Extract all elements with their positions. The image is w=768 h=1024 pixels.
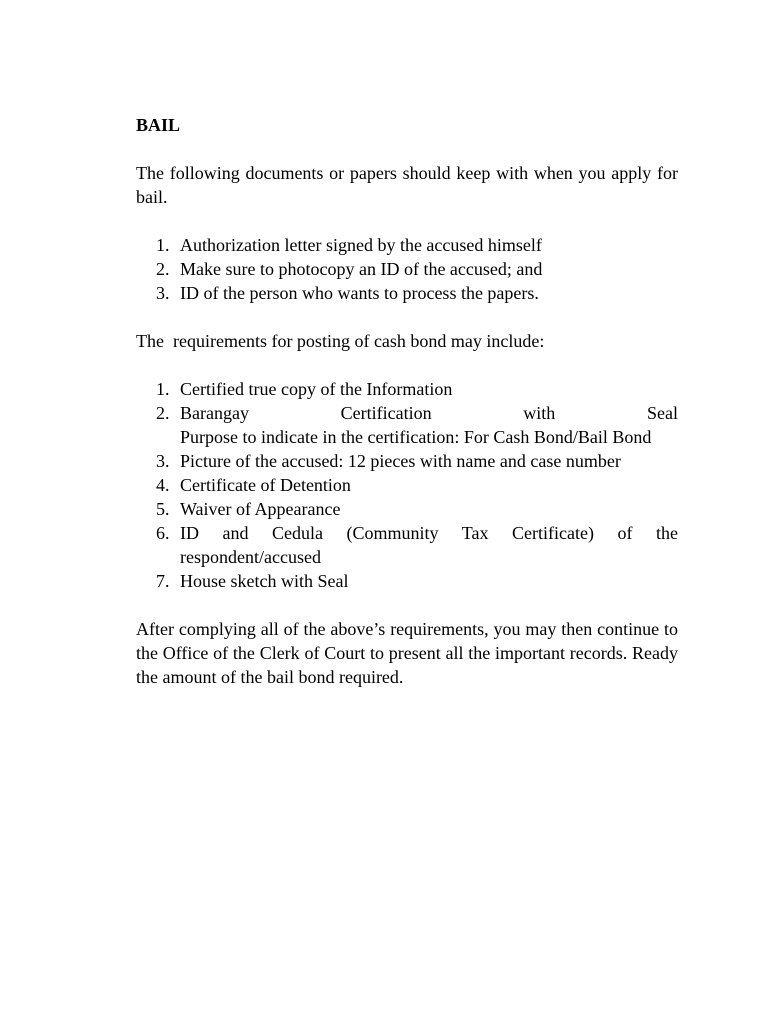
list-item-text: Waiver of Appearance [180,499,341,519]
list-item-number: 6. [156,523,170,543]
requirements-list [136,377,678,593]
list-item-text: House sketch with Seal [180,571,349,591]
list-item-number: 3. [156,283,170,303]
list-item-text-line2: Purpose to indicate in the certification: For Cash Bond/Bail Bond [180,427,652,447]
list-item-text: Picture of the accused: 12 pieces with name and case number [180,451,621,471]
list-item [136,401,678,449]
list-item-number: 1. [156,379,170,399]
list-item-number: 2. [156,259,170,279]
requirements-intro: The requirements for posting of cash bond may include: [136,331,545,351]
list-item [136,569,678,593]
list-item [136,257,678,281]
list-item [136,377,678,401]
document-body [136,113,678,689]
list-item [136,473,678,497]
list-item [136,233,678,257]
list-item [136,449,678,473]
list-item-number: 3. [156,451,170,471]
list-item-number: 4. [156,475,170,495]
list-item-text: Certified true copy of the Information [180,379,453,399]
list-item-number: 2. [156,403,170,423]
document-title: BAIL [136,115,181,135]
list-item-number: 5. [156,499,170,519]
list-item-text: ID and Cedula (Community Tax Certificate) of the respondent/accused [180,523,678,567]
closing-paragraph: After complying all of the above’s requirements, you may then continue to the Office of the Clerk of Court to present all the important records. Ready the amount of the bail bond required. [136,619,678,687]
list-item-text: ID of the person who wants to process the papers. [180,283,539,303]
list-item-number: 7. [156,571,170,591]
list-item-text: Certificate of Detention [180,475,351,495]
list-item-text: Make sure to photocopy an ID of the accused; and [180,259,543,279]
documents-list [136,233,678,305]
list-item-text-line1: Barangay Certification with Seal [180,403,678,423]
list-item-number: 1. [156,235,170,255]
list-item [136,281,678,305]
list-item [136,497,678,521]
list-item-text: Authorization letter signed by the accused himself [180,235,542,255]
list-item [136,521,678,569]
intro-paragraph: The following documents or papers should keep with when you apply for bail. [136,163,678,207]
